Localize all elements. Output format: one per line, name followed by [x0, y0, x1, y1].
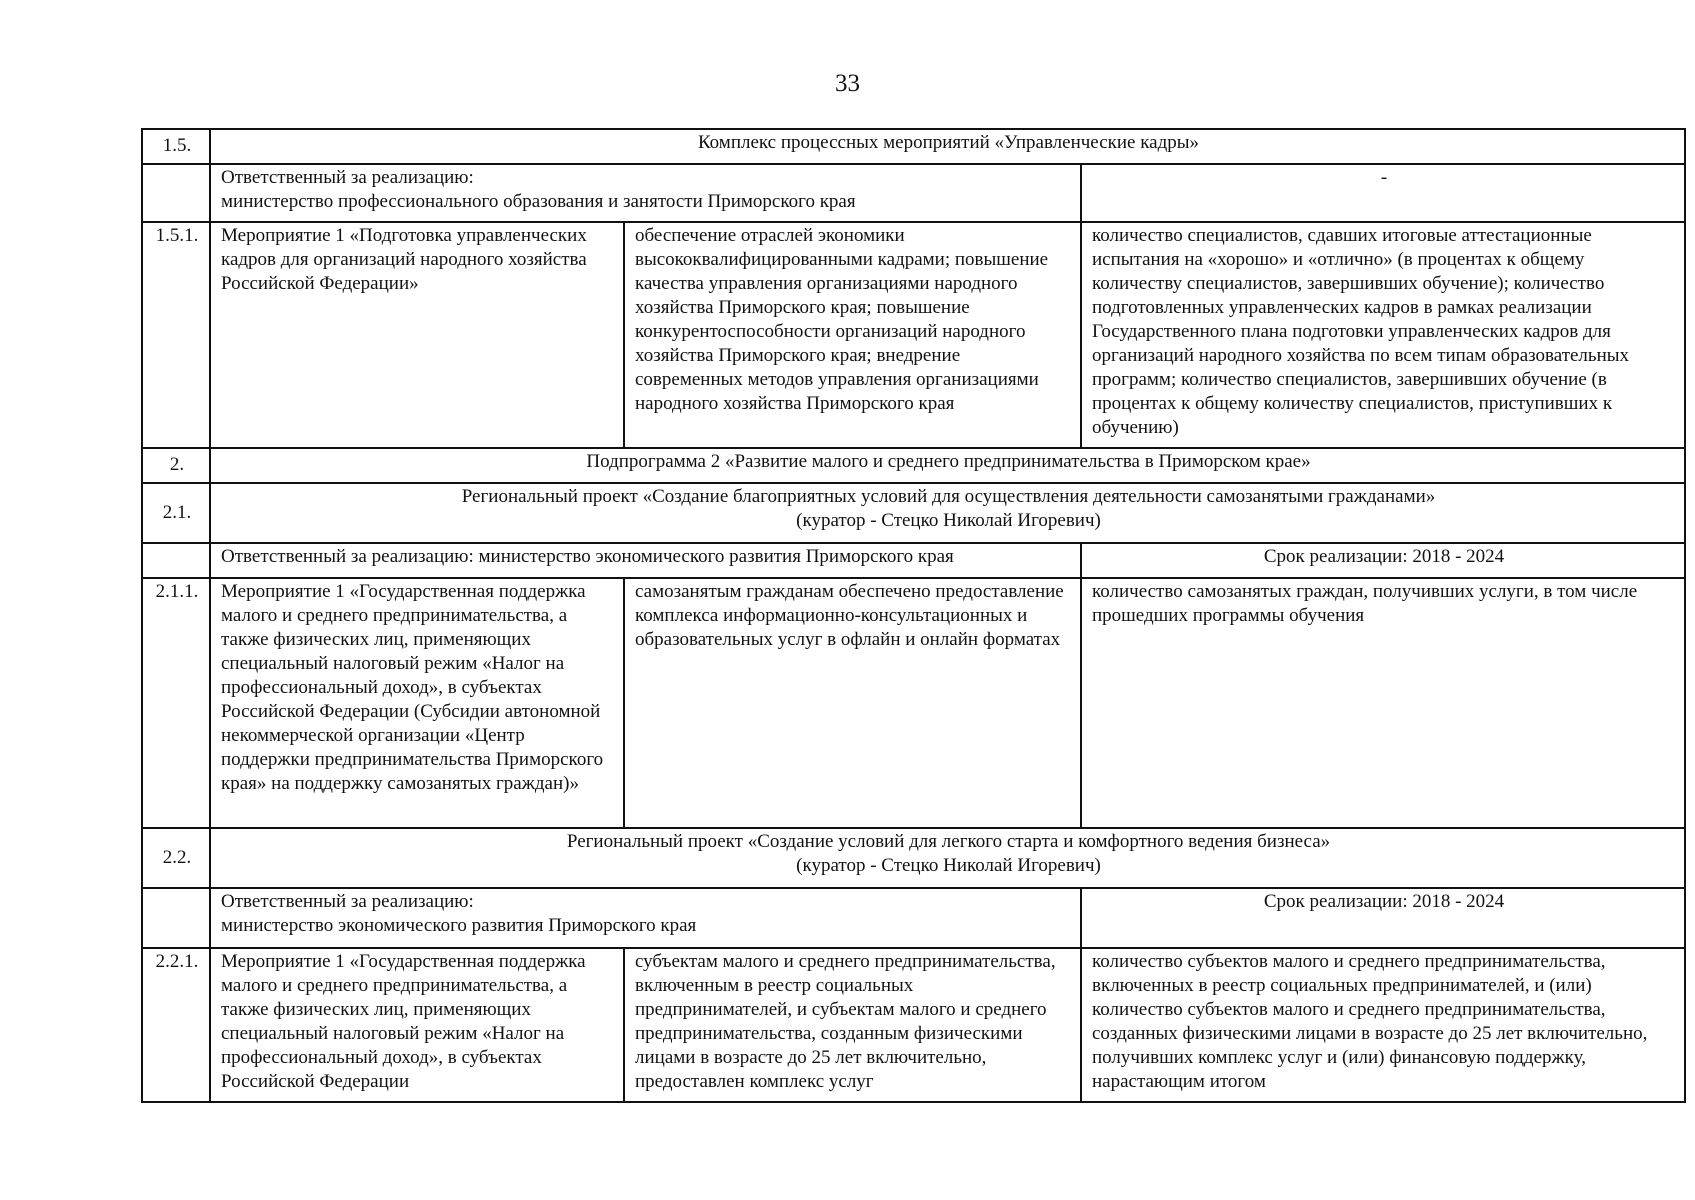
project-title [210, 828, 1685, 888]
row-number: 2.1.1. [142, 578, 210, 828]
indicators-cell: количество субъектов малого и среднего предпринимательства, включенных в реестр социальных предпринимателей, и (или) количество субъектов малого и среднего предпринимательства, созданных физическими лицами в возрасте до 25 лет включительно, получивших комплекс услуг и (или) финансовую поддержку, нарастающим итогом [1081, 948, 1685, 1102]
project-curator: (куратор - Стецко Николай Игоревич) [796, 510, 1101, 531]
table-row-1-5-responsible [142, 164, 1685, 222]
page-number: 33 [835, 70, 860, 97]
subprogram-title: Подпрограмма 2 «Развитие малого и среднего предпринимательства в Приморском крае» [210, 448, 1685, 483]
responsible-cell: Ответственный за реализацию: министерство экономического развития Приморского края [210, 543, 1081, 578]
responsible-name: министерство профессионального образования и занятости Приморского края [221, 191, 856, 212]
term-cell: Срок реализации: 2018 - 2024 [1081, 888, 1685, 948]
event-cell: Мероприятие 1 «Государственная поддержка малого и среднего предпринимательства, а также физических лиц, применяющих специальный налоговый режим «Налог на профессиональный доход», в субъектах Российской Федерации (Субсидии автономной некоммерческой организации «Центр поддержки предпринимательства Приморского края» на поддержку самозанятых граждан)» [210, 578, 624, 828]
project-curator: (куратор - Стецко Николай Игоревич) [796, 855, 1101, 876]
responsible-cell [210, 164, 1081, 222]
table-row-2-1-responsible [142, 543, 1685, 578]
responsible-label: Ответственный за реализацию: [221, 891, 474, 912]
project-title-text: Региональный проект «Создание благоприятных условий для осуществления деятельности самозанятыми гражданами» [461, 486, 1436, 507]
responsible-cell [210, 888, 1081, 948]
project-title [210, 483, 1685, 543]
row-number-empty [142, 543, 210, 578]
responsible-name: министерство экономического развития Приморского края [221, 915, 697, 936]
table-row-2-2-responsible [142, 888, 1685, 948]
section-title: Комплекс процессных мероприятий «Управленческие кадры» [210, 129, 1685, 164]
table-row-2-2-1 [142, 948, 1685, 1102]
row-number: 2.1. [142, 483, 210, 543]
table-row-2-2 [142, 828, 1685, 888]
row-number: 2.2.1. [142, 948, 210, 1102]
responsible-label: Ответственный за реализацию: [221, 167, 474, 188]
row-number-empty [142, 164, 210, 222]
row-number: 1.5. [142, 129, 210, 164]
row-number: 2.2. [142, 828, 210, 888]
table-row-1-5-1 [142, 222, 1685, 448]
event-cell: Мероприятие 1 «Государственная поддержка малого и среднего предпринимательства, а также физических лиц, применяющих специальный налоговый режим «Налог на профессиональный доход», в субъектах Российской Федерации [210, 948, 624, 1102]
event-cell: Мероприятие 1 «Подготовка управленческих кадров для организаций народного хозяйства Российской Федерации» [210, 222, 624, 448]
term-cell: Срок реализации: 2018 - 2024 [1081, 543, 1685, 578]
tasks-cell: обеспечение отраслей экономики высококвалифицированными кадрами; повышение качества управления организациями народного хозяйства Приморского края; повышение конкурентоспособности организаций народного хозяйства Приморского края; внедрение современных методов управления организациями народного хозяйства Приморского края [624, 222, 1081, 448]
row-number: 1.5.1. [142, 222, 210, 448]
table-row-2 [142, 448, 1685, 483]
responsible-right-cell: - [1081, 164, 1685, 222]
project-title-text: Региональный проект «Создание условий для легкого старта и комфортного ведения бизнеса» [566, 831, 1331, 852]
row-number-empty [142, 888, 210, 948]
table-row-2-1 [142, 483, 1685, 543]
table-row-1-5 [142, 129, 1685, 164]
program-table [141, 128, 1686, 1103]
tasks-cell: субъектам малого и среднего предпринимательства, включенным в реестр социальных предпринимателей, и субъектам малого и среднего предпринимательства, созданным физическими лицами в возрасте до 25 лет включительно, предоставлен комплекс услуг [624, 948, 1081, 1102]
tasks-cell: самозанятым гражданам обеспечено предоставление комплекса информационно-консультационных и образовательных услуг в офлайн и онлайн форматах [624, 578, 1081, 828]
table-row-2-1-1 [142, 578, 1685, 828]
indicators-cell: количество самозанятых граждан, получивших услуги, в том числе прошедших программы обучения [1081, 578, 1685, 828]
row-number: 2. [142, 448, 210, 483]
indicators-cell: количество специалистов, сдавших итоговые аттестационные испытания на «хорошо» и «отлично» (в процентах к общему количеству специалистов, завершивших обучение); количество подготовленных управленческих кадров в рамках реализации Государственного плана подготовки управленческих кадров для организаций народного хозяйства по всем типам образовательных программ; количество специалистов, завершивших обучение (в процентах к общему количеству специалистов, приступивших к обучению) [1081, 222, 1685, 448]
